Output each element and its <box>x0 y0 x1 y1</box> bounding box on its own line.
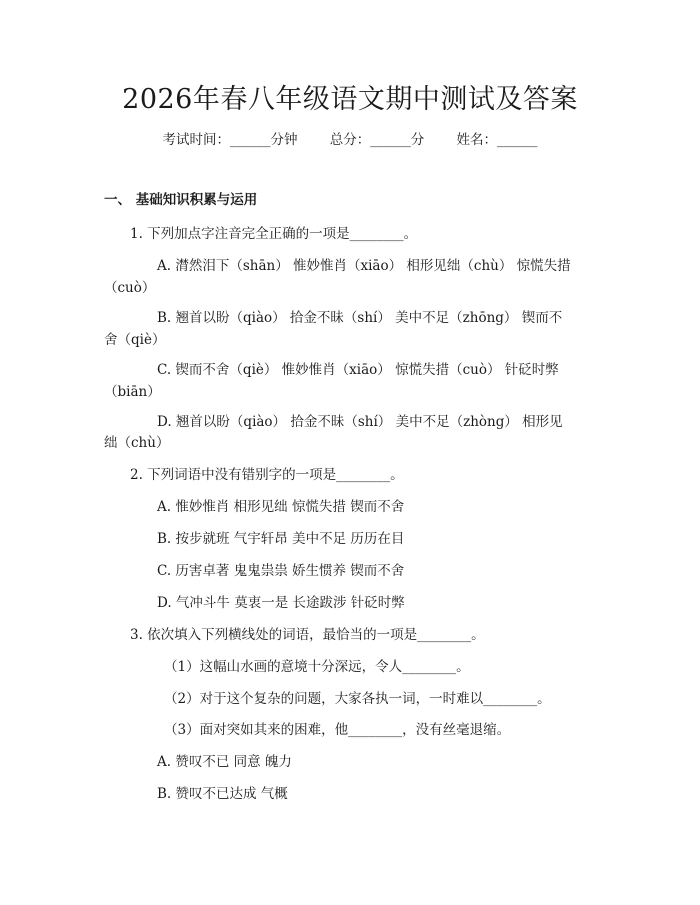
question-1-option-b-continued: 舍（qiè） <box>104 332 166 348</box>
question-2-option-b: B. 按步就班 气宇轩昂 美中不足 历历在目 <box>157 531 405 547</box>
section-heading: 一、 基础知识积累与运用 <box>104 192 258 208</box>
question-3-option-a: A. 赞叹不已 同意 魄力 <box>157 754 292 770</box>
question-2-stem: 2. 下列词语中没有错别字的一项是________。 <box>130 467 404 483</box>
question-3-option-b: B. 赞叹不已达成 气概 <box>157 786 288 802</box>
question-3-sentence-3: （3）面对突如其来的困难，他________，没有丝毫退缩。 <box>164 722 511 738</box>
exam-info <box>0 130 700 150</box>
question-2-option-c: C. 历害卓著 鬼鬼祟祟 娇生惯养 锲而不舍 <box>157 563 405 579</box>
question-3-sentence-2: （2）对于这个复杂的问题，大家各执一词，一时难以________。 <box>164 691 551 707</box>
question-1-option-c: C. 锲而不舍（qiè） 惟妙惟肖（xiāo） 惊慌失措（cuò） 针砭时弊 <box>157 362 559 378</box>
question-1-option-c-continued: （biān） <box>104 384 161 400</box>
question-1-option-d-continued: 绌（chù） <box>104 435 170 451</box>
student-name-field: 姓名：______ <box>456 132 538 148</box>
question-1-option-a-continued: （cuò） <box>104 280 156 296</box>
question-2-option-a: A. 惟妙惟肖 相形见绌 惊慌失措 锲而不舍 <box>157 499 405 515</box>
question-1-option-a: A. 潸然泪下（shān） 惟妙惟肖（xiāo） 相形见绌（chù） 惊慌失措 <box>157 258 571 274</box>
question-2-option-d: D. 气冲斗牛 莫衷一是 长途跋涉 针砭时弊 <box>157 595 405 611</box>
page-title: 2026年春八年级语文期中测试及答案 <box>122 84 578 115</box>
exam-time-field: 考试时间：______分钟 <box>162 132 298 148</box>
question-3-stem: 3. 依次填入下列横线处的词语，最恰当的一项是________。 <box>130 627 485 643</box>
question-1-option-b: B. 翘首以盼（qiào） 拾金不昧（shí） 美中不足（zhōng） 锲而不 <box>157 310 563 326</box>
question-1-stem: 1. 下列加点字注音完全正确的一项是________。 <box>130 226 418 242</box>
question-1-option-d: D. 翘首以盼（qiào） 拾金不昧（shí） 美中不足（zhòng） 相形见 <box>157 414 563 430</box>
total-score-field: 总分：______分 <box>329 132 425 148</box>
question-3-sentence-1: （1）这幅山水画的意境十分深远，令人________。 <box>164 659 470 675</box>
